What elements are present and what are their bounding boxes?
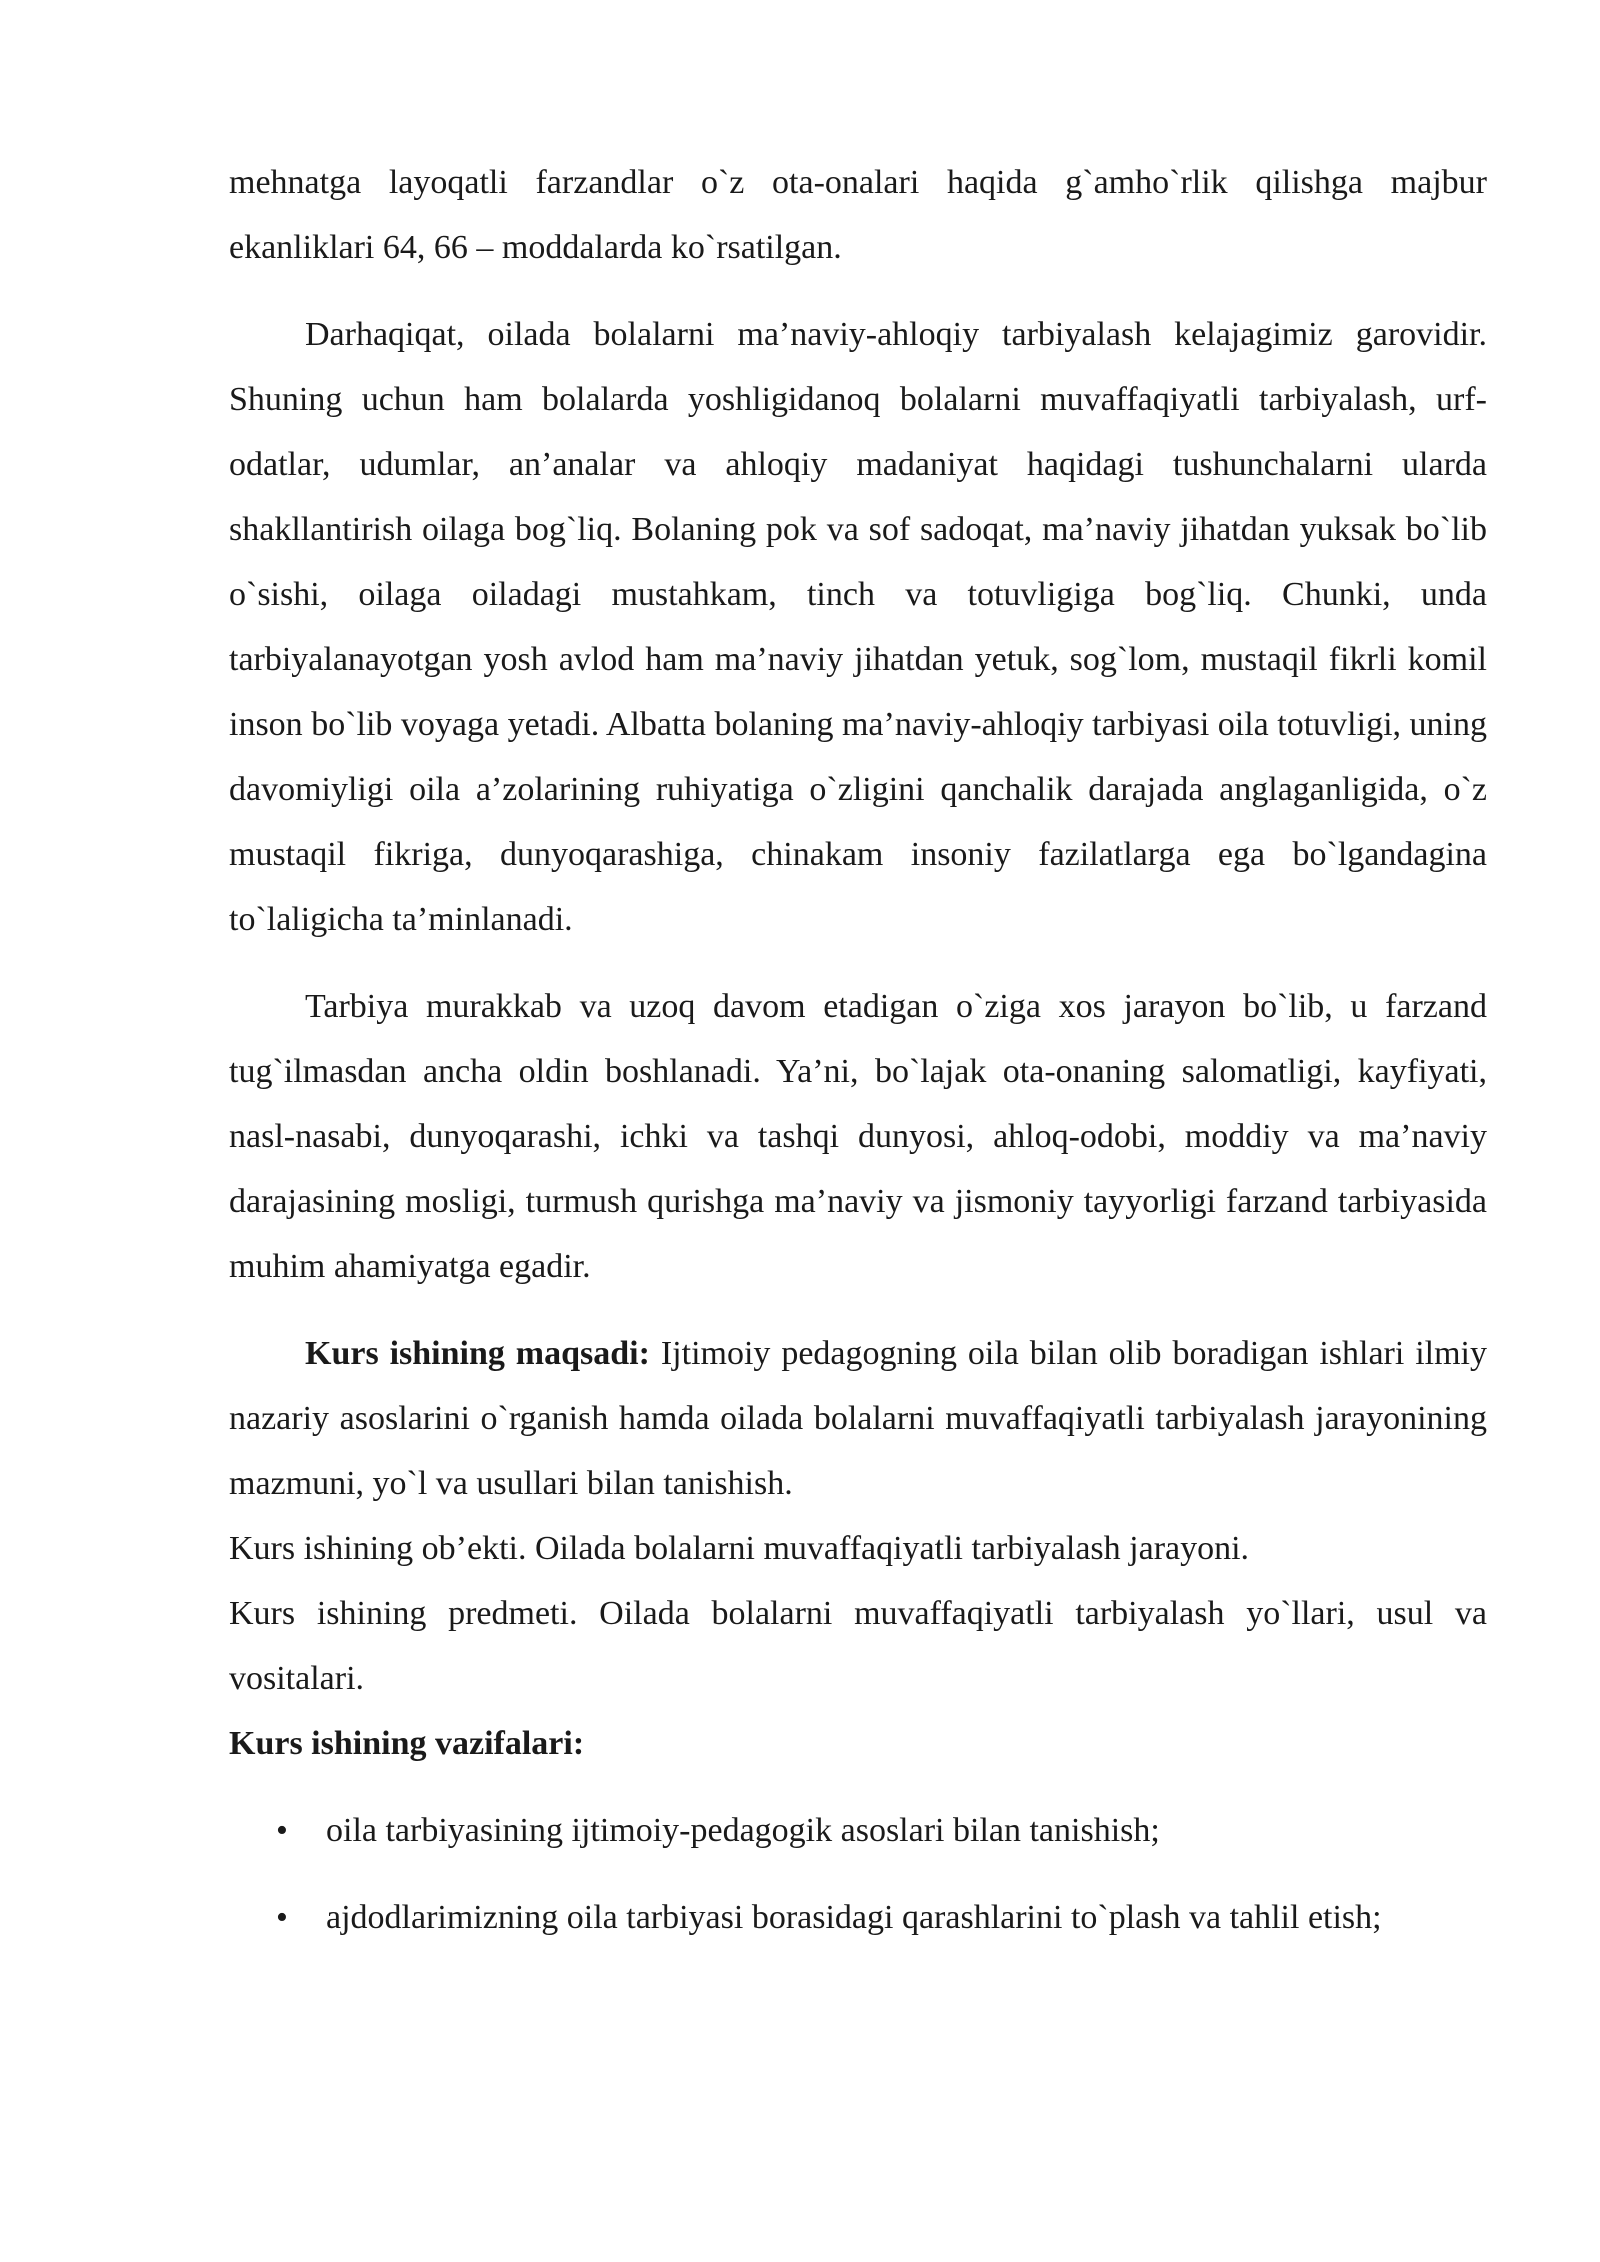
paragraph-course-object: Kurs ishining ob’ekti. Oilada bolalarni muvaffaqiyatli tarbiyalash jarayoni.	[229, 1530, 1250, 1567]
task-text: oila tarbiyasining ijtimoiy-pedagogik asoslari bilan tanishish;	[326, 1812, 1160, 1849]
paragraph-moral-upbringing: Darhaqiqat, oilada bolalarni ma’naviy-ahloqiy tarbiyalash kelajagimiz garovidir. Shuning uchun ham bolalarda yoshligidanoq bolalarni muvaffaqiyatli tarbiyalash, urf-odatlar, udumlar, an’analar va ahloqiy madaniyat haqidagi tushunchalarni ularda shakllantirish oilaga bog`liq. Bolaning pok va sof sadoqat, ma’naviy jihatdan yuksak bo`lib o`sishi, oilaga oiladagi mustahkam, tinch va totuvligiga bog`liq. Chunki, unda tarbiyalanayotgan yosh avlod ham ma’naviy jihatdan yetuk, sog`lom, mustaqil fikrli komil inson bo`lib voyaga yetadi. Albatta bolaning ma’naviy-ahloqiy tarbiyasi oila totuvligi, uning davomiyligi oila a’zolarining ruhiyatiga o`zligini qanchalik darajada anglaganligida, o`z mustaqil fikriga, dunyoqarashiga, chinakam insoniy fazilatlarga ega bo`lgandagina to`laligicha ta’minlanadi.	[229, 316, 1487, 938]
tasks-list	[229, 1798, 1487, 1950]
document-page	[229, 150, 1487, 1972]
paragraph-course-goal	[229, 1321, 1487, 1516]
paragraph-course-subject: Kurs ishining predmeti. Oilada bolalarni muvaffaqiyatli tarbiyalash yo`llari, usul va vositalari.	[229, 1595, 1487, 1697]
bullet-icon: •	[276, 1812, 288, 1849]
list-item	[229, 1798, 1487, 1863]
task-text: ajdodlarimizning oila tarbiyasi borasidagi qarashlarini to`plash va tahlil etish;	[326, 1899, 1382, 1936]
bullet-icon: •	[276, 1899, 288, 1936]
paragraph-upbringing-process: Tarbiya murakkab va uzoq davom etadigan o`ziga xos jarayon bo`lib, u farzand tug`ilmasdan ancha oldin boshlanadi. Ya’ni, bo`lajak ota-onaning salomatligi, kayfiyati, nasl-nasabi, dunyoqarashi, ichki va tashqi dunyosi, ahloq-odobi, moddiy va ma’naviy darajasining mosligi, turmush qurishga ma’naviy va jismoniy tayyorligi farzand tarbiyasida muhim ahamiyatga egadir.	[229, 988, 1487, 1285]
course-goal-text: Ijtimoiy pedagogning oila bilan olib boradigan ishlari ilmiy nazariy asoslarini o`rganish hamda oilada bolalarni muvaffaqiyatli tarbiyalash jarayonining mazmuni, yo`l va usullari bilan tanishish.	[229, 1335, 1488, 1502]
paragraph-obligations: mehnatga layoqatli farzandlar o`z ota-onalari haqida g`amho`rlik qilishga majbur ekanliklari 64, 66 – moddalarda ko`rsatilgan.	[229, 164, 1487, 266]
course-goal-label: Kurs ishining maqsadi:	[305, 1335, 650, 1372]
tasks-heading: Kurs ishining vazifalari:	[229, 1725, 585, 1762]
list-item	[229, 1885, 1487, 1950]
